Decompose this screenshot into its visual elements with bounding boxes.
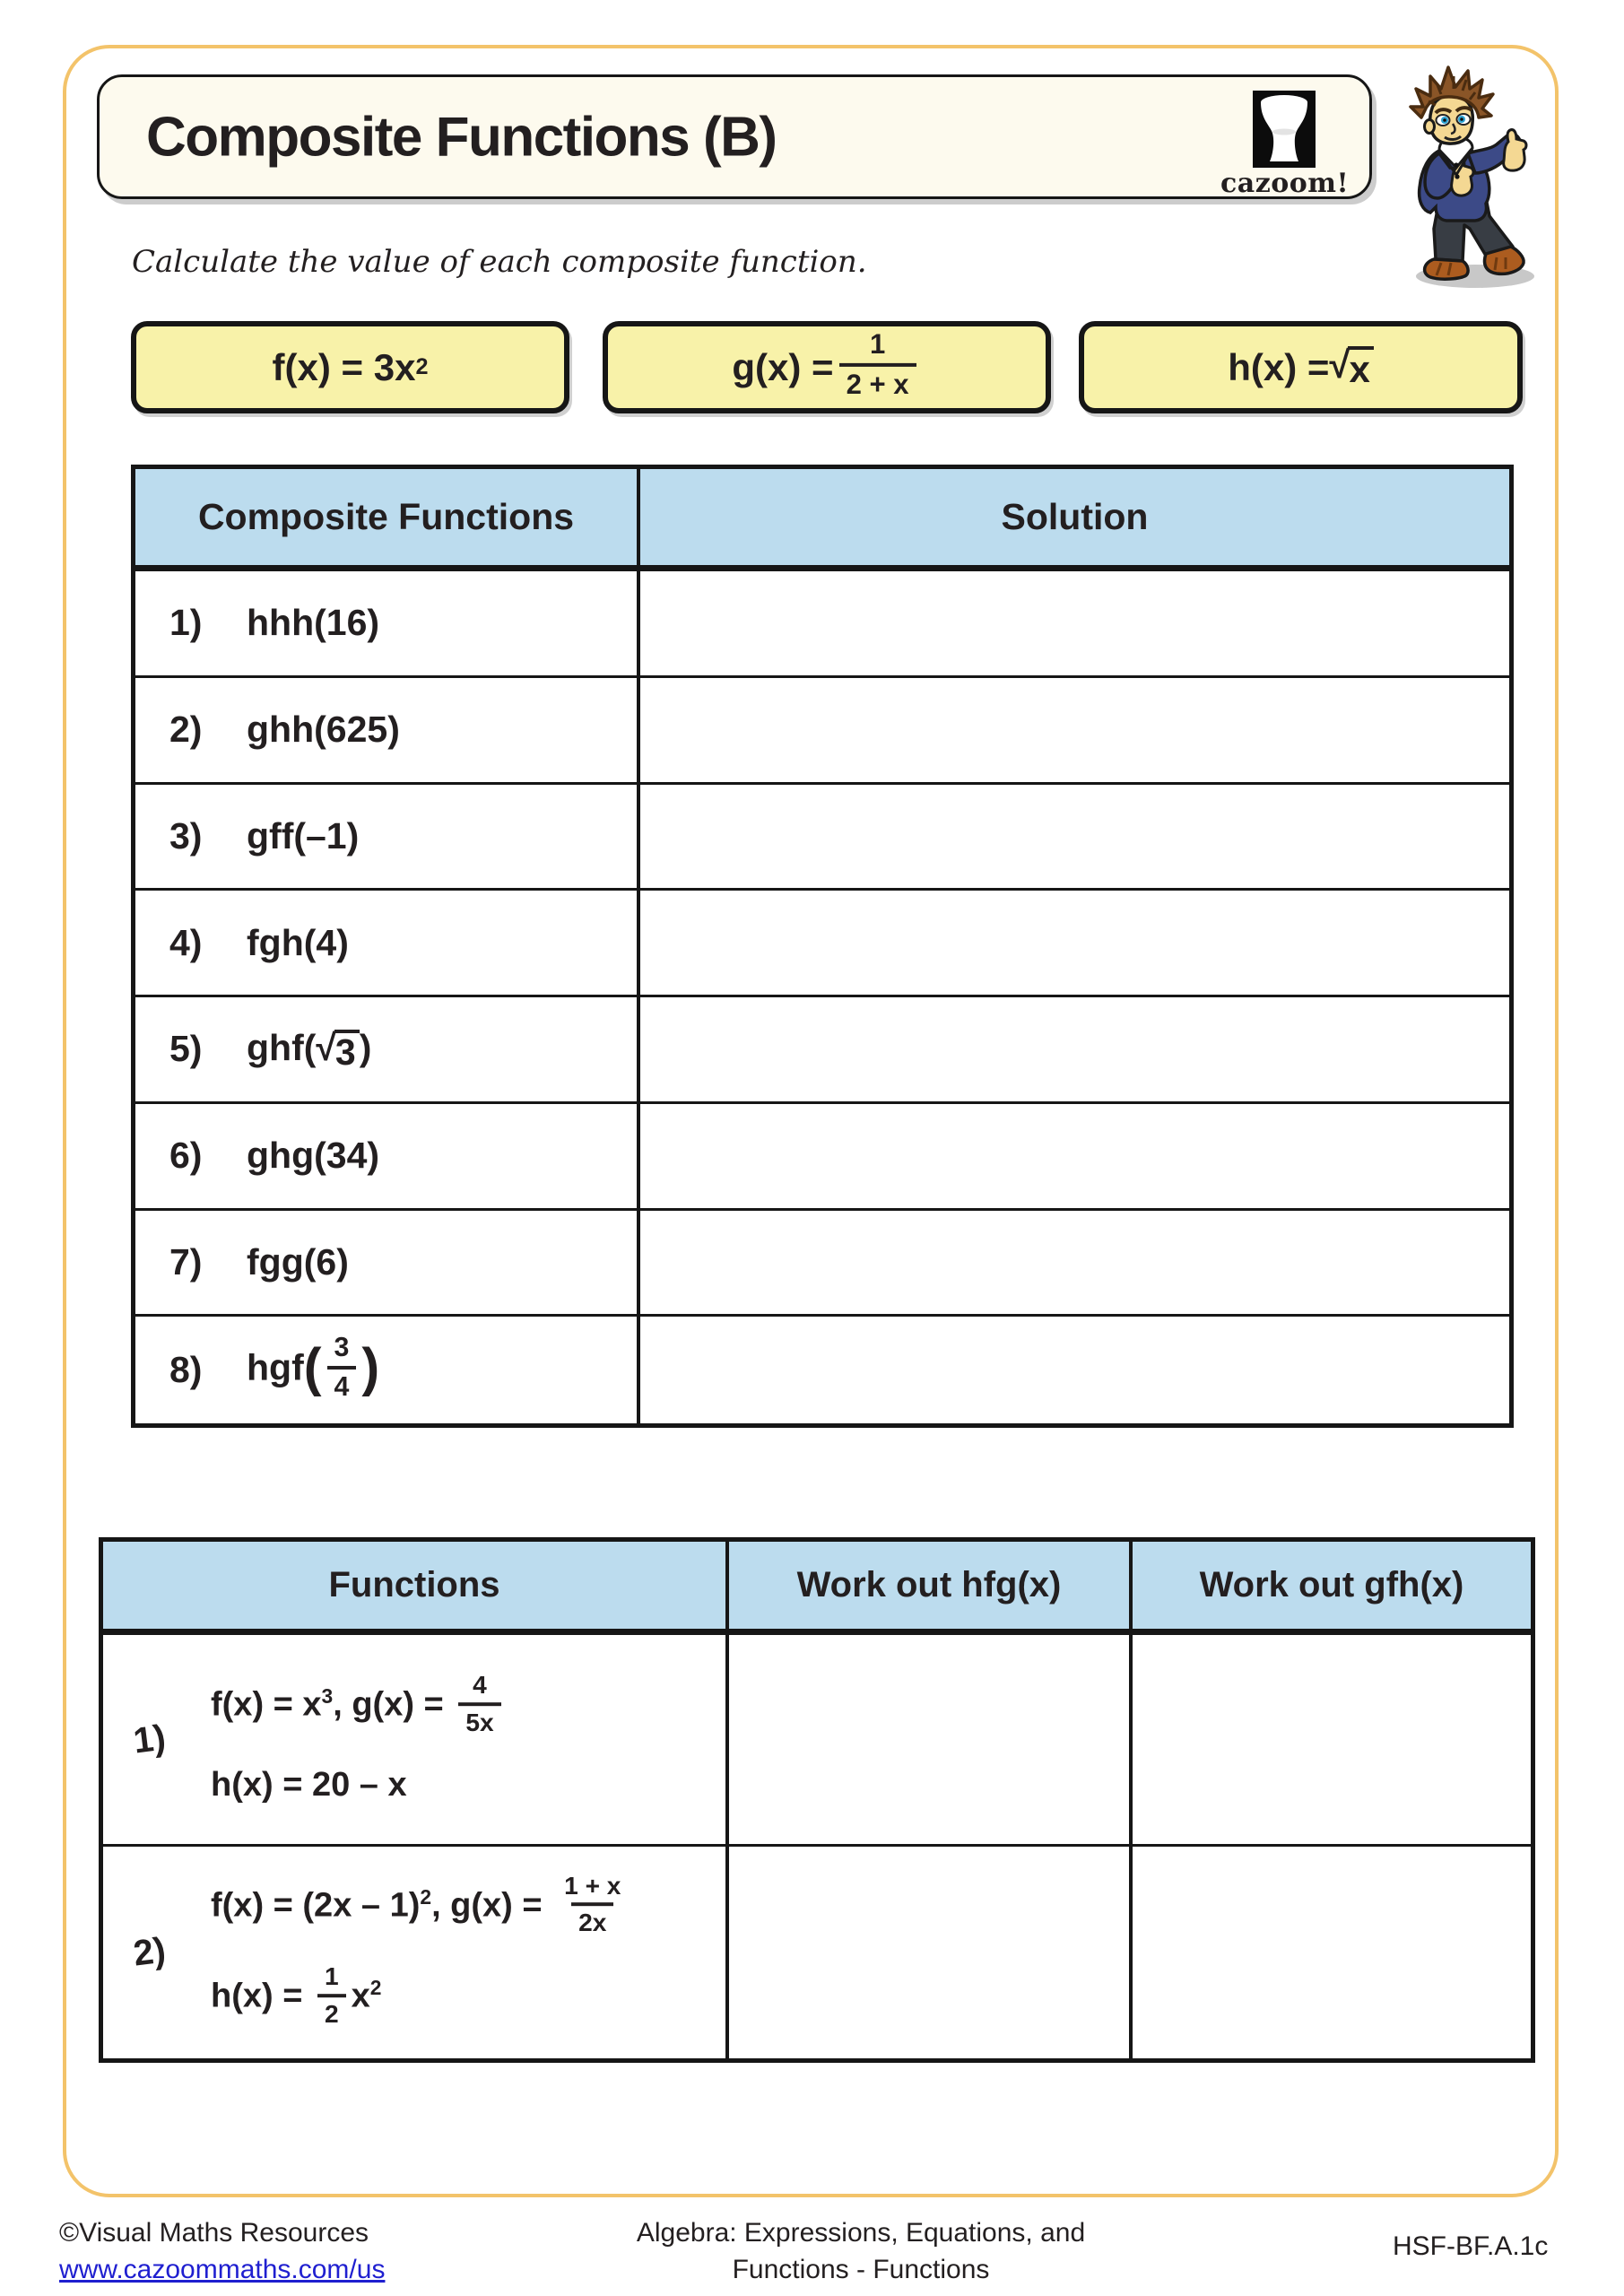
- square-root: √ 3: [316, 1030, 359, 1071]
- question-number: 4): [169, 921, 203, 963]
- composite-expression: [247, 709, 400, 751]
- table2-header-hfg: Work out hfg(x): [729, 1542, 1133, 1635]
- table1-row-2-solution-cell: [640, 678, 1509, 785]
- math-token: ghh(625): [247, 709, 400, 751]
- math-token: g(x) =: [732, 345, 834, 388]
- standard-code: HSF-BF.A.1c: [1393, 2231, 1549, 2261]
- question-number: 2): [131, 1930, 169, 1974]
- composite-expression: [247, 1332, 380, 1405]
- question-number: 1): [169, 602, 203, 644]
- table1-row-8-expression: [135, 1317, 640, 1423]
- instruction-text: Calculate the value of each composite function.: [132, 244, 867, 280]
- table1-header-composite-functions: Composite Functions: [135, 469, 640, 571]
- table2-row-2-functions: [103, 1847, 729, 2058]
- table1-header-solution: Solution: [640, 469, 1509, 571]
- table1-row-4-solution-cell: [640, 891, 1509, 997]
- fraction: $\frac{1}{2}$: [317, 1963, 346, 2027]
- title-box: [97, 74, 1372, 199]
- table1-row-1-expression: [135, 571, 640, 678]
- math-token: hhh(16): [247, 602, 380, 644]
- function-definition-line: [211, 1872, 725, 1939]
- math-token: fgh(4): [247, 921, 349, 963]
- fraction: $\frac{1 + x}{2x}$: [564, 1872, 621, 1937]
- table2-header-functions: Functions: [103, 1542, 729, 1635]
- cazoommaths-link[interactable]: www.cazoommaths.com/us: [59, 2254, 386, 2284]
- table1-row-5-expression: [135, 997, 640, 1104]
- function-definition-line: [211, 1671, 725, 1738]
- table1-row-2-expression: [135, 678, 640, 785]
- math-token: ): [359, 1027, 372, 1069]
- category-line-1: Algebra: Expressions, Equations, and: [636, 2218, 1086, 2248]
- composite-expression: [247, 1241, 349, 1283]
- category-line-2: Functions - Functions: [732, 2254, 990, 2284]
- math-token: ): [361, 1336, 380, 1397]
- question-number: 6): [169, 1135, 203, 1177]
- math-token: 3: [321, 1684, 334, 1709]
- composite-expression: [247, 1027, 372, 1074]
- footer-credit: [59, 2215, 385, 2288]
- math-token: (: [303, 1336, 322, 1397]
- page-title: Composite Functions (B): [146, 106, 777, 168]
- composite-functions-table: [131, 465, 1514, 1428]
- question-number: 1): [131, 1717, 169, 1761]
- footer-category: [592, 2215, 1130, 2288]
- composite-expression: [247, 1135, 379, 1177]
- math-token: , g(x) =: [431, 1886, 552, 1925]
- mascot-boy-illustration: [1385, 49, 1592, 309]
- question-number: 3): [169, 814, 203, 857]
- math-token: , g(x) =: [333, 1686, 454, 1725]
- table2-row-1-hfg-answer-cell: [729, 1635, 1133, 1847]
- table2-header-gfh: Work out gfh(x): [1133, 1542, 1531, 1635]
- fraction: $\frac{4}{5x}$: [458, 1673, 500, 1736]
- math-token: f(x) = x: [211, 1686, 322, 1725]
- composite-expression: [247, 922, 349, 964]
- math-token: h(x) =: [211, 1977, 312, 2015]
- table1-row-6-expression: [135, 1104, 640, 1211]
- question-number: 7): [169, 1240, 203, 1283]
- math-token: ghf(: [247, 1027, 317, 1069]
- function-definition-line: [211, 1962, 725, 2030]
- math-token: f(x) = (2x – 1): [211, 1886, 421, 1925]
- table2-row-1-gfh-answer-cell: [1133, 1635, 1531, 1847]
- table1-row-3-solution-cell: [640, 785, 1509, 891]
- math-token: 2: [369, 1975, 382, 1999]
- composite-expression: [247, 602, 379, 644]
- table2-row-2-gfh-answer-cell: [1133, 1847, 1531, 2058]
- cazoom-logo: [1220, 91, 1348, 199]
- math-token: hgf: [247, 1346, 304, 1388]
- table1-row-6-solution-cell: [640, 1104, 1509, 1211]
- cazoom-drum-icon: [1253, 91, 1316, 168]
- workout-table: [99, 1537, 1535, 2063]
- table1-row-4-expression: [135, 891, 640, 997]
- math-token: 2: [420, 1884, 432, 1909]
- table1-row-1-solution-cell: [640, 571, 1509, 678]
- table1-row-8-solution-cell: [640, 1317, 1509, 1423]
- table1-row-7-expression: [135, 1211, 640, 1318]
- math-token: f(x) = 3x: [272, 345, 416, 388]
- cazoom-logo-text: cazoom!: [1220, 168, 1350, 199]
- math-token: h(x) = 20 – x: [211, 1765, 407, 1804]
- composite-expression: [247, 815, 359, 857]
- math-token: fgg(6): [247, 1240, 349, 1283]
- square-root: √ x: [1329, 346, 1373, 388]
- math-token: ghg(34): [247, 1135, 380, 1177]
- function-definition-f: [131, 321, 569, 413]
- function-definition-h: [1079, 321, 1523, 413]
- fraction: $\frac{1}{2 + x}$: [839, 330, 916, 399]
- fraction: $\frac{3}{4}$: [327, 1334, 357, 1402]
- math-token: gff(–1): [247, 814, 360, 857]
- table2-row-2-hfg-answer-cell: [729, 1847, 1133, 2058]
- table1-row-3-expression: [135, 785, 640, 891]
- question-number: 5): [169, 1028, 203, 1070]
- table1-row-7-solution-cell: [640, 1211, 1509, 1318]
- table2-row-1-functions: [103, 1635, 729, 1847]
- question-number: 2): [169, 709, 203, 751]
- copyright-text: ©Visual Maths Resources: [59, 2218, 369, 2248]
- function-definition-line: [211, 1766, 725, 1805]
- function-definition-g: [603, 321, 1051, 413]
- question-number: 8): [169, 1349, 203, 1391]
- table1-row-5-solution-cell: [640, 997, 1509, 1104]
- math-token: h(x) =: [1228, 345, 1330, 388]
- math-token: x: [351, 1977, 370, 2015]
- math-token: 2: [415, 353, 429, 379]
